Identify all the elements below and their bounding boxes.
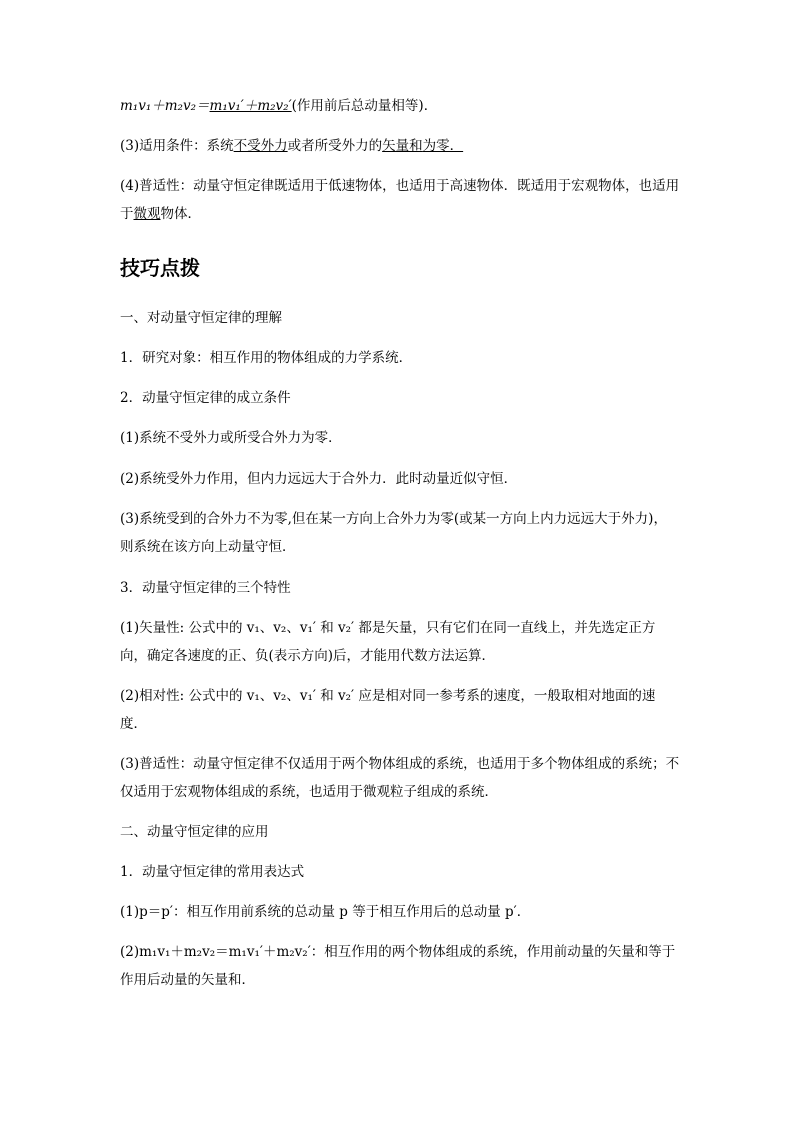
universality-text: (4)普适性：动量守恒定律既适用于低速物体，也适用于高速物体．既适用于宏观物体，也适用于	[120, 178, 680, 222]
formula-line	[120, 96, 437, 116]
condition-line	[120, 136, 463, 156]
item-1-3: 3．动量守恒定律的三个特性	[120, 580, 291, 596]
item-1-2: 2．动量守恒定律的成立条件	[120, 390, 291, 406]
item-1-2a: (1)系统不受外力或所受合外力为零．	[120, 430, 342, 446]
condition-prefix: (3)适用条件：系统	[120, 138, 234, 154]
condition-mid: 或者所受外力的	[287, 138, 383, 154]
universality-end: 物体．	[160, 206, 201, 222]
item-1-3b: (2)相对性: 公式中的 v₁、v₂、v₁′ 和 v₂′ 应是相对同一参考系的速度，一般取相对地面的速度．	[120, 688, 656, 732]
item-1-3a: (1)矢量性: 公式中的 v₁、v₂、v₁′ 和 v₂′ 都是矢量，只有它们在同一直线上，并先选定正方向，确定各速度的正、负(表示方向)后，才能用代数方法运算．	[120, 620, 656, 664]
section-2-title: 二、动量守恒定律的应用	[120, 824, 269, 840]
item-1-1: 1．研究对象：相互作用的物体组成的力学系统．	[120, 350, 413, 366]
item-2-1: 1．动量守恒定律的常用表达式	[120, 864, 305, 880]
condition-no-force: 不受外力	[233, 138, 288, 154]
item-1-2b: (2)系统受外力作用，但内力远远大于合外力．此时动量近似守恒．	[120, 471, 518, 487]
item-2-1a: (1)p＝p′：相互作用前系统的总动量 p 等于相互作用后的总动量 p′．	[120, 904, 531, 920]
universality-micro: 微观	[133, 206, 161, 222]
item-1-2c: (3)系统受到的合外力不为零,但在某一方向上合外力为零(或某一方向上内力远远大于外力)，则系统在该方向上动量守恒．	[120, 511, 667, 555]
formula-lhs: m₁v₁＋m₂v₂＝	[120, 98, 210, 114]
formula-rhs: m₁v₁′＋m₂v₂′	[209, 98, 292, 114]
formula-note: (作用前后总动量相等)．	[291, 98, 438, 114]
section-heading: 技巧点拨	[120, 256, 200, 280]
item-2-1b: (2)m₁v₁＋m₂v₂＝m₁v₁′＋m₂v₂′：相互作用的两个物体组成的系统，作用前动量的矢量和等于作用后动量的矢量和．	[120, 944, 676, 988]
section-1-title: 一、对动量守恒定律的理解	[120, 310, 282, 326]
universality-para	[120, 172, 680, 228]
condition-zero: 为零．	[422, 138, 464, 154]
item-1-3c: (3)普适性：动量守恒定律不仅适用于两个物体组成的系统，也适用于多个物体组成的系统；不仅适用于宏观物体组成的系统，也适用于微观粒子组成的系统．	[120, 756, 680, 800]
condition-vector-sum: 矢量和	[382, 138, 423, 154]
